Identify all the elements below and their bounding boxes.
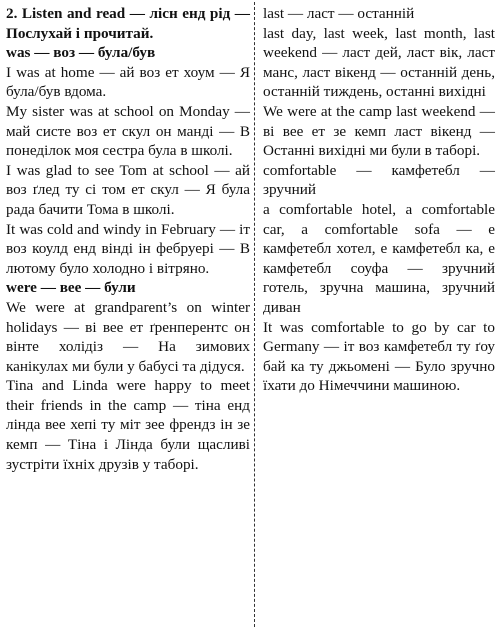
example-sentence: It was cold and windy in February — іт воз коулд енд вінді ін фебруері — В лютому було холодно і вітряно. (6, 220, 250, 277)
vocab-entry-last: last — ласт — останній (263, 5, 415, 22)
vocab-entry-comfortable: comfortable — камфетебл — зручний (263, 161, 495, 199)
right-column (263, 4, 495, 396)
example-sentence: It was comfortable to go by car to Germany — іт воз камфетебл ту ґоу бай ка ту джьомені — Було зручно їхати до Німеччини машиною. (263, 318, 495, 395)
exercise-heading: Listen and read — лісн енд рід — Послухай і прочитай. (6, 5, 250, 42)
vocab-entry-were: were — вее — були (6, 279, 136, 297)
left-column (6, 4, 250, 474)
vocab-phrases: last day, last week, last month, last weekend — ласт дей, ласт вік, ласт манс, ласт вікенд — останній день, останній тиждень, останні вихідні (263, 24, 495, 101)
example-sentence: We were at the camp last weekend — ві вее ет зе кемп ласт вікенд — Останні вихідні ми були в таборі. (263, 102, 495, 160)
example-sentence: We were at grandparent’s on winter holidays — ві вее ет ґренперентс он вінте холідіз — На зимових канікулах ми були у бабусі та дідуся. (6, 298, 250, 375)
vocab-phrases: a comfortable hotel, a comfortable car, a comfortable sofa — е камфетебл хотел, е камфетебл ка, е камфетебл соуфа — зручний готель, зручна машина, зручний диван (263, 200, 495, 316)
example-sentence: Tina and Linda were happy to meet their friends in the camp — тіна енд лінда вее хепі ту міт зее френдз ін зе кемп — Тіна і Лінда були щасливі зустріти їхніх друзів у таборі. (6, 377, 250, 473)
column-divider (254, 2, 255, 627)
example-sentence: My sister was at school on Monday — май систе воз ет скул он манді — В понеділок моя сестра була в школі. (6, 102, 250, 160)
exercise-title (6, 4, 250, 43)
example-sentence: I was at home — ай воз ет хоум — Я була/був вдома. (6, 63, 250, 101)
example-sentence: I was glad to see Tom at school — ай воз ґлед ту сі том ет скул — Я була рада бачити Тома в школі. (6, 161, 250, 218)
exercise-number: 2. (6, 5, 18, 22)
vocab-entry-was: was — воз — була/був (6, 44, 156, 62)
